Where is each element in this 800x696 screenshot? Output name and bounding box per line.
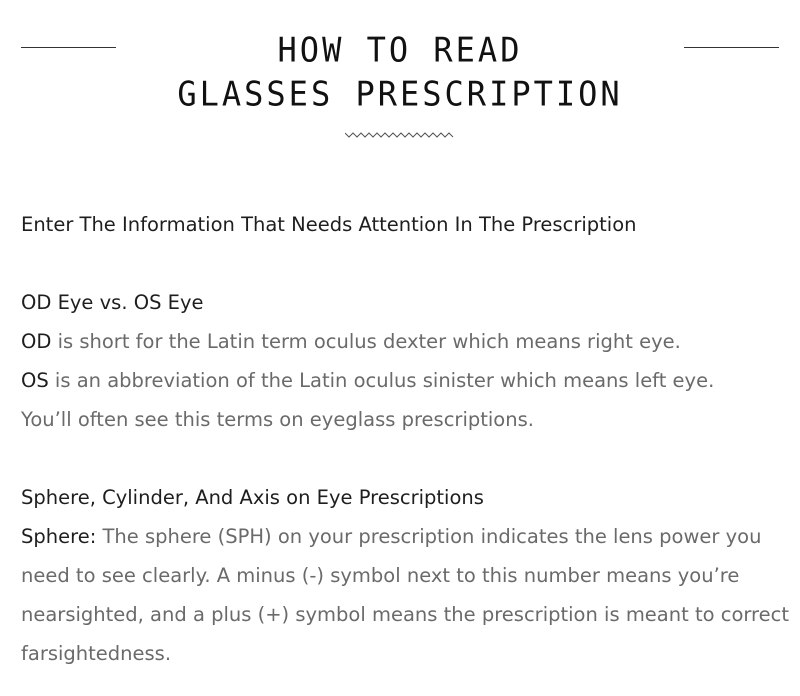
sphere-line-3: nearsighted, and a plus (+) symbol means the prescription is meant to correct — [21, 603, 790, 626]
page-header — [0, 0, 800, 150]
os-term: OS — [21, 369, 49, 392]
sphere-line-4: farsightedness. — [21, 642, 172, 665]
zigzag-divider-icon — [345, 130, 455, 140]
sphere-line-1 — [21, 517, 781, 556]
title-line-2: GLASSES PRESCRIPTION — [177, 74, 623, 114]
sphere-line-2: need to see clearly. A minus (-) symbol next to this number means you’re — [21, 564, 740, 587]
sphere-text-1: The sphere (SPH) on your prescription indicates the lens power you — [96, 525, 762, 548]
od-text: is short for the Latin term oculus dexter which means right eye. — [51, 330, 681, 353]
od-term: OD — [21, 330, 52, 353]
article-body — [21, 205, 790, 673]
od-definition — [21, 322, 781, 361]
page-title — [0, 28, 800, 116]
intro-heading: Enter The Information That Needs Attention In The Prescription — [21, 213, 637, 236]
od-os-heading: OD Eye vs. OS Eye — [21, 291, 204, 314]
title-line-1: HOW TO READ — [277, 30, 523, 70]
od-os-note: You’ll often see this terms on eyeglass prescriptions. — [21, 408, 534, 431]
os-text: is an abbreviation of the Latin oculus sinister which means left eye. — [48, 369, 715, 392]
sphere-term: Sphere: — [21, 525, 97, 548]
sphere-heading: Sphere, Cylinder, And Axis on Eye Prescriptions — [21, 486, 484, 509]
os-definition — [21, 361, 781, 400]
